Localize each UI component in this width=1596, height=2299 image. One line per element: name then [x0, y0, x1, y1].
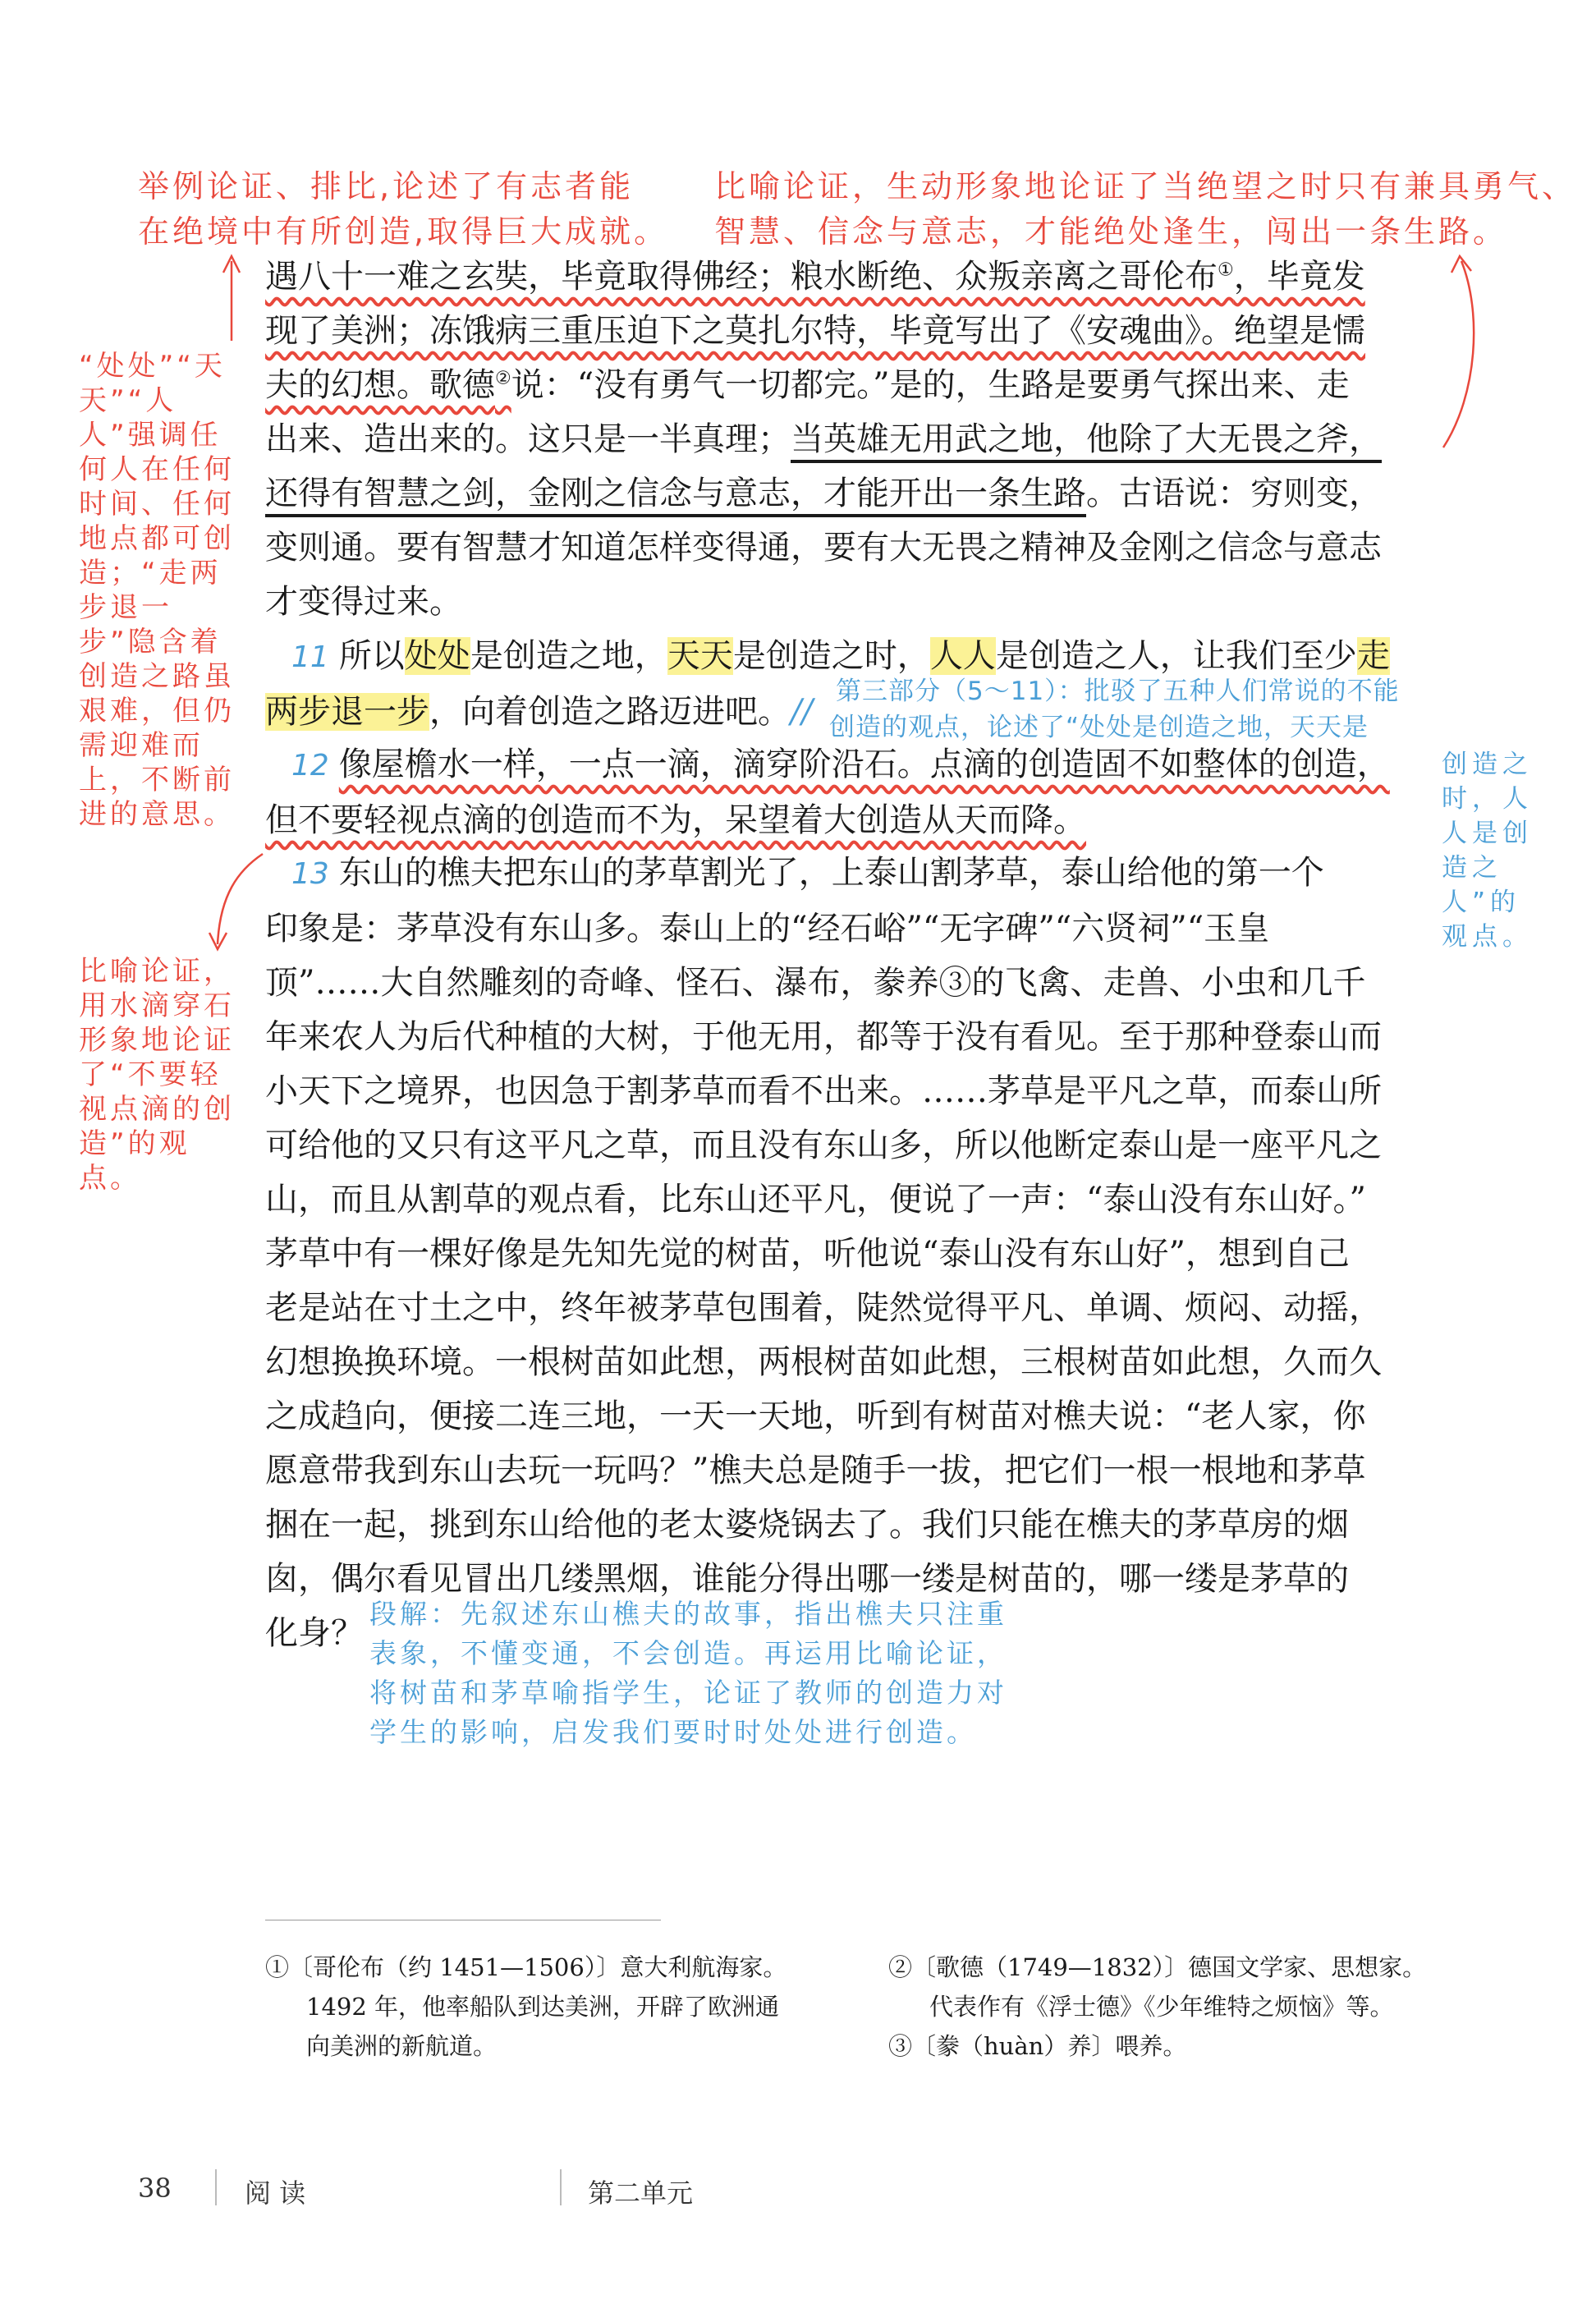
highlight: 两步退一步	[265, 693, 429, 731]
text-segment: 东山的樵夫把东山的茅草割光了，上泰山割茅草，泰山给他的第一个	[338, 854, 1324, 892]
text-line: 茅草中有一棵好像是先知先觉的树苗，听他说“泰山没有东山好”，想到自己	[265, 1235, 1350, 1273]
text-segment: ，毕竟发	[1233, 258, 1365, 296]
arrow-left-down-icon	[218, 854, 263, 944]
text-line: 化身？	[265, 1614, 364, 1652]
text-line: 顶”……大自然雕刻的奇峰、怪石、瀑布，豢养③的飞禽、走兽、小虫和几千	[265, 964, 1366, 1002]
text-line	[265, 304, 1447, 358]
underlined-text	[265, 366, 511, 404]
text-line	[265, 737, 1447, 793]
text-segment: 是创造之时，	[732, 637, 930, 675]
text-line: 小天下之境界，也因急于割茅草而看不出来。……茅草是平凡之草，而泰山所	[265, 1072, 1382, 1110]
paragraph-10	[265, 250, 1447, 629]
highlight: 处处	[404, 637, 470, 675]
page-number: 38	[138, 2173, 172, 2204]
footnote-ref: ②	[495, 368, 511, 389]
section-separator: //	[791, 693, 813, 731]
text-line: 之成趋向，便接二连三地，一天一天地，听到有树苗对樵夫说：“老人家，你	[265, 1397, 1366, 1435]
side-note-right-column: 创造之时，人人是创造之人”的观点。	[1442, 750, 1533, 952]
text-line	[265, 358, 1447, 412]
footnote-line: 代表作有《浮士德》《少年维特之烦恼》等。	[929, 1993, 1394, 2021]
footnote-3: ③〔豢（huàn）养〕喂养。	[888, 2032, 1187, 2060]
underlined-text: 还得有智慧之剑，金刚之信念与意志，才能开出一条生路	[265, 475, 1086, 512]
top-note-left-line: 在绝境中有所创造,取得巨大成就。	[138, 213, 669, 250]
text-line: 捆在一起，挑到东山给他的老太婆烧锅去了。我们只能在樵夫的茅草房的烟	[265, 1506, 1349, 1544]
text-segment: 说：“没有勇气一切都完。”是的，生路是要勇气探出来、走	[511, 366, 1350, 404]
summary-line: 段解：先叙述东山樵夫的故事，指出樵夫只注重	[369, 1598, 1007, 1630]
text-segment: 夫的幻想。歌德	[265, 366, 495, 404]
footnote-2	[888, 1948, 1426, 2026]
text-line: 囱，偶尔看见冒出几缕黑烟，谁能分得出哪一缕是树苗的，哪一缕是茅草的	[265, 1560, 1349, 1598]
arrow-right-up-icon	[1452, 256, 1471, 273]
paragraph-number: 12	[291, 749, 329, 782]
top-note-right-line: 智慧、信念与意志，才能绝处逢生，闯出一条生路。	[714, 213, 1508, 250]
paragraph-number: 13	[291, 857, 329, 891]
footer-section: 阅 读	[245, 2177, 306, 2209]
text-segment: 所以	[338, 637, 405, 675]
summary-line: 表象，不懂变通，不会创造。再运用比喻论证，	[369, 1637, 1007, 1669]
text-segment: 遇八十一难之玄奘，毕竟取得佛经；粮水断绝、众叛亲离之哥伦布	[265, 258, 1218, 296]
text-segment: ，向着创造之路迈进吧。	[429, 693, 791, 731]
underlined-text: 当英雄无用武之地，他除了大无畏之斧，	[791, 420, 1382, 458]
paragraph-number: 11	[291, 640, 329, 674]
text-segment: 出来、造出来的。这只是一半真理；	[265, 420, 791, 458]
paragraph-13	[265, 846, 1447, 1660]
footer-divider	[560, 2169, 562, 2205]
text-line	[265, 412, 1447, 466]
text-line	[265, 793, 1447, 847]
footer-unit: 第二单元	[588, 2177, 694, 2209]
underlined-text: 像屋檐水一样，一点一滴，滴穿阶沿石。点滴的创造固不如整体的创造，	[338, 746, 1390, 783]
side-note-right-line-1: 第三部分（5～11）：批驳了五种人们常说的不能	[836, 677, 1400, 706]
footnote-ref: ①	[1218, 259, 1234, 281]
text-line: 印象是：茅草没有东山多。泰山上的“经石峪”“无字碑”“六贤祠”“玉皇	[265, 910, 1270, 948]
underlined-text: 现了美洲；冻饿病三重压迫下之莫扎尔特，毕竟写出了《安魂曲》。绝望是懦	[265, 312, 1365, 350]
highlight: 走	[1356, 637, 1390, 675]
footnote-line: ②〔歌德（1749—1832）〕德国文学家、思想家。	[888, 1953, 1427, 1981]
underlined-text	[265, 258, 1365, 296]
top-note-left-line: 举例论证、排比,论述了有志者能	[138, 168, 635, 204]
side-note-left-1: “处处”“天天”“人人”强调任何人在任何时间、任何地点都可创造；“走两步退一步”隐含着创造之路虽艰难，但仍需迎难而上，不断前进的意思。	[79, 350, 235, 831]
side-note-left-2: 比喻论证，用水滴穿石形象地论证了“不要轻视点滴的创造”的观点。	[79, 955, 235, 1195]
paragraph-summary	[369, 1595, 1007, 1752]
text-line: 才变得过来。	[265, 583, 462, 621]
text-line: 可给他的又只有这平凡之草，而且没有东山多，所以他断定泰山是一座平凡之	[265, 1127, 1382, 1164]
highlight: 人人	[929, 637, 996, 675]
footnote-1	[265, 1948, 787, 2066]
footnote-line: ①〔哥伦布（约 1451—1506）〕意大利航海家。	[265, 1953, 787, 1981]
text-line: 老是站在寸土之中，终年被茅草包围着，陡然觉得平凡、单调、烦闷、动摇，	[265, 1289, 1382, 1327]
underlined-text: 但不要轻视点滴的创造而不为，呆望着大创造从天而降。	[265, 801, 1086, 839]
top-note-right-line: 比喻论证，生动形象地论证了当绝望之时只有兼具勇气、	[714, 168, 1577, 204]
paragraph-12	[265, 737, 1447, 847]
text-line: 变则通。要有智慧才知道怎样变得通，要有大无畏之精神及金刚之信念与意志	[265, 529, 1382, 567]
summary-line: 将树苗和茅草喻指学生，论证了教师的创造力对	[369, 1677, 1007, 1709]
text-line	[265, 250, 1447, 304]
text-line	[265, 846, 1447, 902]
footer-divider	[215, 2169, 217, 2205]
text-line: 年来农人为后代种植的大树，于他无用，都等于没有看见。至于那种登泰山而	[265, 1018, 1382, 1056]
side-note-right-line-2: 创造的观点，论述了“处处是创造之地，天天是	[829, 713, 1369, 742]
text-segment: 是创造之人，让我们至少	[995, 637, 1357, 675]
footnote-line: 向美洲的新航道。	[306, 2032, 498, 2060]
highlight: 天天	[667, 637, 733, 675]
text-line: 山，而且从割草的观点看，比东山还平凡，便说了一声：“泰山没有东山好。”	[265, 1181, 1366, 1218]
footnote-line: 1492 年，他率船队到达美洲，开辟了欧洲通	[306, 1993, 780, 2021]
text-line: 愿意带我到东山去玩一玩吗？”樵夫总是随手一拔，把它们一根一根地和茅草	[265, 1452, 1366, 1489]
text-line: 幻想换换环境。一根树苗如此想，两根树苗如此想，三根树苗如此想，久而久	[265, 1343, 1382, 1381]
summary-line: 学生的影响，启发我们要时时处处进行创造。	[369, 1716, 977, 1748]
text-segment: 。古语说：穷则变，	[1086, 475, 1382, 512]
text-line	[265, 466, 1447, 521]
text-segment: 是创造之地，	[470, 637, 667, 675]
arrow-right-up-icon	[1443, 261, 1474, 447]
